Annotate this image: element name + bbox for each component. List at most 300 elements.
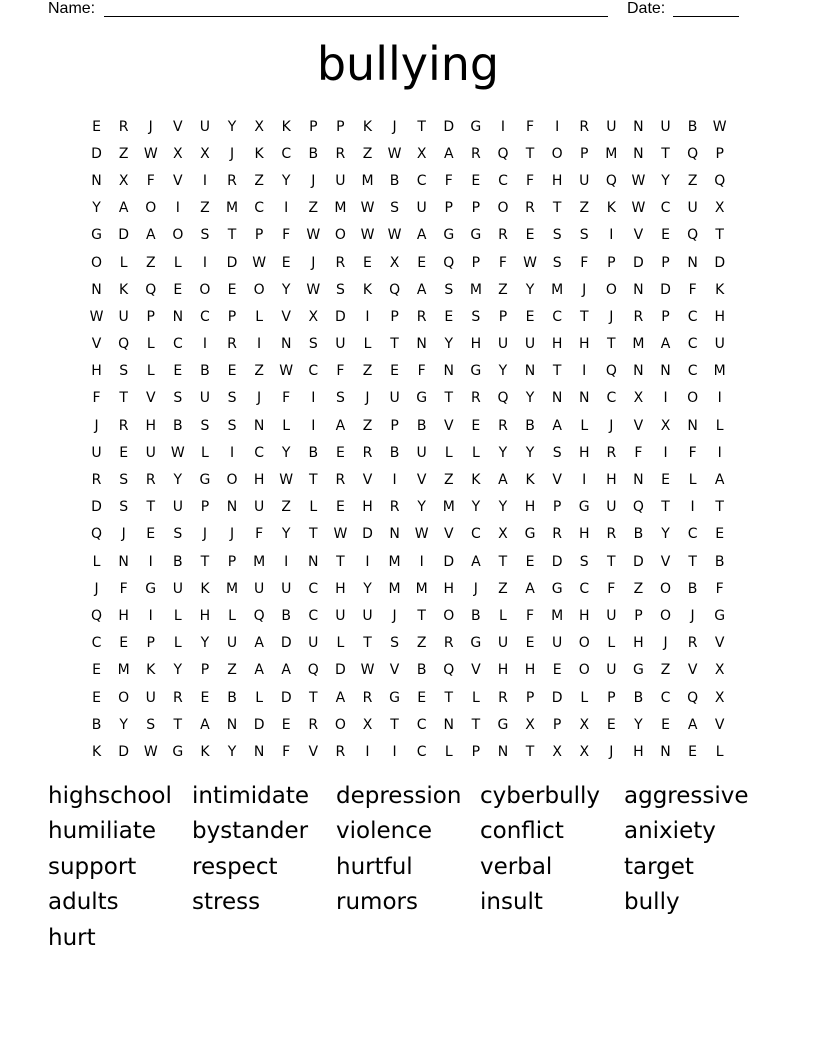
grid-letter[interactable]: U [145,689,156,706]
grid-letter[interactable]: W [306,281,321,298]
grid-letter[interactable]: K [200,580,210,597]
grid-letter[interactable]: F [498,254,507,271]
grid-letter[interactable]: Y [525,444,535,461]
grid-letter[interactable]: D [335,662,346,679]
grid-letter[interactable]: D [335,308,346,325]
grid-letter[interactable]: B [173,417,183,434]
grid-letter[interactable]: U [497,336,509,353]
grid-letter[interactable]: T [607,336,616,353]
grid-letter[interactable]: E [146,526,156,543]
grid-letter[interactable]: H [578,526,590,543]
grid-letter[interactable]: K [606,200,616,217]
grid-letter[interactable]: T [498,553,508,570]
grid-letter[interactable]: E [525,635,535,652]
grid-letter[interactable]: U [416,444,427,461]
grid-letter[interactable]: P [498,308,508,325]
grid-letter[interactable]: O [118,689,130,706]
grid-letter[interactable]: J [148,118,153,135]
grid-letter[interactable]: U [308,635,319,652]
grid-letter[interactable]: I [202,336,207,353]
grid-letter[interactable]: Y [281,281,291,298]
grid-letter[interactable]: S [335,281,345,298]
grid-letter[interactable]: H [606,472,617,489]
grid-letter[interactable]: P [390,308,399,325]
grid-letter[interactable]: Z [498,580,508,597]
grid-letter[interactable]: Q [253,607,265,624]
grid-letter[interactable]: Y [661,526,670,543]
grid-letter[interactable]: M [713,363,726,380]
grid-letter[interactable]: S [390,635,400,652]
grid-letter[interactable]: A [471,553,481,570]
grid-letter[interactable]: B [714,553,725,570]
grid-letter[interactable]: P [552,499,562,516]
grid-letter[interactable]: J [202,526,207,543]
grid-letter[interactable]: U [524,336,536,353]
grid-letter[interactable]: R [633,308,644,325]
grid-letter[interactable]: H [578,336,590,353]
grid-letter[interactable]: U [606,607,617,624]
grid-letter[interactable]: L [607,635,616,652]
grid-letter[interactable]: I [500,118,506,135]
grid-letter[interactable]: C [470,526,481,543]
grid-letter[interactable]: Z [281,499,291,516]
grid-letter[interactable]: N [524,363,536,380]
grid-letter[interactable]: T [661,145,670,162]
grid-letter[interactable]: C [308,607,319,624]
grid-letter[interactable]: G [497,716,509,733]
grid-letter[interactable]: K [715,281,725,298]
grid-letter[interactable]: L [201,444,209,461]
grid-letter[interactable]: Z [498,281,508,298]
grid-letter[interactable]: H [578,444,590,461]
grid-letter[interactable]: C [91,635,102,652]
grid-letter[interactable]: E [363,254,372,271]
grid-letter[interactable]: M [551,607,564,624]
grid-letter[interactable]: R [416,308,427,325]
grid-letter[interactable]: S [390,200,400,217]
grid-letter[interactable]: T [417,118,426,135]
grid-letter[interactable]: X [389,254,400,271]
grid-letter[interactable]: T [525,743,535,760]
grid-letter[interactable]: U [552,635,563,652]
grid-letter[interactable]: U [253,499,265,516]
grid-letter[interactable]: C [172,336,183,353]
grid-letter[interactable]: S [200,227,210,244]
grid-letter[interactable]: X [362,716,373,733]
grid-letter[interactable]: Z [660,662,671,679]
grid-letter[interactable]: N [633,472,644,489]
grid-letter[interactable]: L [92,553,101,570]
grid-letter[interactable]: W [360,662,375,679]
grid-letter[interactable]: R [227,336,237,353]
grid-letter[interactable]: A [281,662,291,679]
grid-letter[interactable]: N [443,363,454,380]
grid-letter[interactable]: R [579,118,590,135]
grid-letter[interactable]: J [365,390,370,407]
grid-letter[interactable]: Z [145,254,156,271]
grid-letter[interactable]: U [172,580,183,597]
grid-letter[interactable]: F [282,390,291,407]
grid-letter[interactable]: U [199,118,211,135]
grid-letter[interactable]: H [362,499,373,516]
grid-letter[interactable]: F [715,580,724,597]
grid-letter[interactable]: T [552,200,562,217]
grid-letter[interactable]: Y [417,499,426,516]
grid-letter[interactable]: D [551,689,563,706]
grid-letter[interactable]: I [555,118,560,135]
grid-letter[interactable]: Q [605,172,617,189]
grid-letter[interactable]: G [714,607,726,624]
grid-letter[interactable]: I [365,553,370,570]
grid-letter[interactable]: M [388,553,401,570]
grid-letter[interactable]: I [229,444,235,461]
grid-letter[interactable]: R [362,444,373,461]
grid-letter[interactable]: E [661,472,670,489]
grid-letter[interactable]: S [579,227,589,244]
grid-letter[interactable]: A [714,472,725,489]
grid-letter[interactable]: P [471,743,481,760]
grid-letter[interactable]: P [444,200,453,217]
grid-letter[interactable]: I [365,743,370,760]
grid-letter[interactable]: Z [254,363,264,380]
grid-letter[interactable]: L [255,689,264,706]
grid-letter[interactable]: E [281,254,291,271]
grid-letter[interactable]: Z [227,662,237,679]
grid-letter[interactable]: M [415,580,428,597]
grid-letter[interactable]: I [582,472,587,489]
grid-letter[interactable]: N [497,743,509,760]
grid-letter[interactable]: G [551,580,563,597]
grid-letter[interactable]: P [200,499,210,516]
grid-letter[interactable]: J [94,417,99,434]
grid-letter[interactable]: V [389,662,400,679]
grid-letter[interactable]: M [225,580,239,597]
grid-letter[interactable]: T [715,499,724,516]
grid-letter[interactable]: H [145,417,156,434]
grid-letter[interactable]: D [633,553,644,570]
grid-letter[interactable]: J [663,635,668,652]
grid-letter[interactable]: Z [416,635,427,652]
grid-letter[interactable]: N [660,743,671,760]
grid-letter[interactable]: U [253,580,265,597]
grid-letter[interactable]: H [470,336,482,353]
grid-letter[interactable]: W [143,145,158,162]
grid-letter[interactable]: U [335,172,346,189]
grid-letter[interactable]: S [308,336,318,353]
grid-letter[interactable]: Z [443,472,454,489]
grid-letter[interactable]: T [471,716,481,733]
grid-letter[interactable]: J [609,308,614,325]
grid-letter[interactable]: R [525,200,535,217]
grid-letter[interactable]: Q [632,499,644,516]
grid-letter[interactable]: E [92,689,101,706]
grid-letter[interactable]: Z [200,200,210,217]
grid-letter[interactable]: N [91,172,102,189]
grid-letter[interactable]: L [255,308,264,325]
grid-letter[interactable]: C [416,172,427,189]
grid-letter[interactable]: X [714,200,725,217]
grid-letter[interactable]: E [606,716,616,733]
grid-letter[interactable]: D [551,553,563,570]
grid-letter[interactable]: L [580,417,589,434]
grid-letter[interactable]: L [363,336,372,353]
grid-letter[interactable]: W [89,308,104,325]
grid-letter[interactable]: Q [497,390,509,407]
grid-letter[interactable]: F [688,281,697,298]
grid-letter[interactable]: A [335,417,346,434]
grid-letter[interactable]: E [390,363,399,380]
grid-letter[interactable]: G [389,689,400,706]
grid-letter[interactable]: J [473,580,478,597]
grid-letter[interactable]: P [471,254,481,271]
date-blank-line[interactable] [673,16,739,17]
grid-letter[interactable]: C [498,172,508,189]
grid-letter[interactable]: G [470,227,482,244]
grid-letter[interactable]: F [634,444,643,461]
grid-letter[interactable]: I [663,390,668,407]
grid-letter[interactable]: T [363,635,372,652]
grid-letter[interactable]: T [579,308,589,325]
grid-letter[interactable]: Z [308,200,319,217]
grid-letter[interactable]: Q [687,227,699,244]
grid-letter[interactable]: G [416,390,428,407]
grid-letter[interactable]: I [175,200,180,217]
grid-letter[interactable]: H [633,635,644,652]
grid-letter[interactable]: L [471,689,480,706]
grid-letter[interactable]: X [118,172,129,189]
grid-letter[interactable]: S [552,227,562,244]
grid-letter[interactable]: V [281,308,291,325]
grid-letter[interactable]: X [308,308,319,325]
grid-letter[interactable]: V [173,118,183,135]
grid-letter[interactable]: S [227,417,237,434]
grid-letter[interactable]: A [254,635,264,652]
grid-letter[interactable]: L [336,635,345,652]
name-blank-line[interactable] [104,16,608,17]
grid-letter[interactable]: W [360,227,375,244]
grid-letter[interactable]: D [660,281,671,298]
grid-letter[interactable]: C [281,145,292,162]
grid-letter[interactable]: U [687,200,698,217]
grid-letter[interactable]: E [715,526,725,543]
grid-letter[interactable]: A [200,716,210,733]
grid-letter[interactable]: X [714,662,725,679]
grid-letter[interactable]: L [471,444,480,461]
grid-letter[interactable]: V [714,716,725,733]
grid-letter[interactable]: N [633,281,644,298]
grid-letter[interactable]: U [226,635,238,652]
grid-letter[interactable]: I [717,390,722,407]
grid-letter[interactable]: P [715,145,724,162]
grid-letter[interactable]: F [526,607,535,624]
grid-letter[interactable]: F [444,172,453,189]
grid-letter[interactable]: G [91,227,102,244]
grid-letter[interactable]: Q [118,336,130,353]
grid-letter[interactable]: R [145,472,156,489]
grid-letter[interactable]: N [660,363,671,380]
grid-letter[interactable]: E [173,363,183,380]
grid-letter[interactable]: U [362,607,373,624]
grid-letter[interactable]: B [91,716,102,733]
grid-letter[interactable]: O [578,635,590,652]
grid-letter[interactable]: W [387,227,402,244]
grid-letter[interactable]: N [253,743,265,760]
grid-letter[interactable]: V [552,472,562,489]
grid-letter[interactable]: K [200,743,210,760]
grid-letter[interactable]: P [634,607,643,624]
grid-letter[interactable]: T [390,716,399,733]
grid-letter[interactable]: L [309,499,318,516]
grid-letter[interactable]: Q [443,254,455,271]
grid-letter[interactable]: S [173,526,183,543]
grid-letter[interactable]: Y [661,172,670,189]
grid-letter[interactable]: H [443,580,455,597]
grid-letter[interactable]: E [417,689,427,706]
grid-letter[interactable]: U [172,499,183,516]
grid-letter[interactable]: Y [471,499,481,516]
grid-letter[interactable]: M [388,580,401,597]
grid-letter[interactable]: L [688,472,697,489]
grid-letter[interactable]: U [579,172,590,189]
grid-letter[interactable]: I [609,227,614,244]
grid-letter[interactable]: X [660,417,671,434]
grid-letter[interactable]: I [311,390,316,407]
grid-letter[interactable]: P [146,308,155,325]
grid-letter[interactable]: U [416,200,427,217]
grid-letter[interactable]: L [119,254,128,271]
grid-letter[interactable]: V [416,472,427,489]
grid-letter[interactable]: V [173,172,183,189]
grid-letter[interactable]: N [280,336,292,353]
grid-letter[interactable]: K [362,281,373,298]
grid-letter[interactable]: J [582,281,587,298]
grid-letter[interactable]: N [226,716,238,733]
grid-letter[interactable]: V [308,743,319,760]
grid-letter[interactable]: R [470,145,481,162]
grid-letter[interactable]: S [173,390,183,407]
grid-letter[interactable]: V [443,417,454,434]
grid-letter[interactable]: U [606,662,617,679]
grid-letter[interactable]: B [389,444,400,461]
grid-letter[interactable]: B [471,607,481,624]
grid-letter[interactable]: L [173,607,182,624]
grid-letter[interactable]: U [497,635,509,652]
grid-letter[interactable]: R [172,689,183,706]
grid-letter[interactable]: B [633,526,644,543]
grid-letter[interactable]: M [361,172,374,189]
grid-letter[interactable]: O [334,716,346,733]
grid-letter[interactable]: V [443,526,454,543]
grid-letter[interactable]: C [416,716,427,733]
grid-letter[interactable]: Q [687,689,699,706]
grid-letter[interactable]: N [443,716,454,733]
grid-letter[interactable]: Z [362,363,373,380]
grid-letter[interactable]: V [471,662,481,679]
grid-letter[interactable]: L [228,607,236,624]
grid-letter[interactable]: T [390,336,399,353]
grid-letter[interactable]: U [281,580,292,597]
grid-letter[interactable]: H [633,743,644,760]
grid-letter[interactable]: C [552,308,563,325]
grid-letter[interactable]: X [552,743,562,760]
grid-letter[interactable]: O [334,227,346,244]
grid-letter[interactable]: G [470,118,482,135]
grid-letter[interactable]: T [336,553,345,570]
grid-letter[interactable]: Y [498,444,508,461]
grid-letter[interactable]: Y [227,118,237,135]
grid-letter[interactable]: E [471,172,481,189]
grid-letter[interactable]: X [525,716,535,733]
grid-letter[interactable]: D [633,254,644,271]
grid-letter[interactable]: R [687,635,698,652]
grid-letter[interactable]: Y [173,662,183,679]
grid-letter[interactable]: V [91,336,102,353]
grid-letter[interactable]: E [227,281,237,298]
grid-letter[interactable]: Z [118,145,129,162]
grid-letter[interactable]: X [579,743,590,760]
grid-letter[interactable]: R [606,526,617,543]
grid-letter[interactable]: F [526,118,535,135]
grid-letter[interactable]: W [523,254,537,271]
grid-letter[interactable]: E [200,689,210,706]
grid-letter[interactable]: Z [579,200,590,217]
grid-letter[interactable]: V [633,227,644,244]
grid-letter[interactable]: W [631,172,646,189]
grid-letter[interactable]: B [389,172,400,189]
grid-letter[interactable]: T [688,553,697,570]
grid-letter[interactable]: O [443,607,455,624]
grid-letter[interactable]: A [254,662,264,679]
grid-letter[interactable]: M [632,336,645,353]
grid-letter[interactable]: P [200,662,210,679]
grid-letter[interactable]: R [552,526,562,543]
grid-letter[interactable]: U [91,444,102,461]
grid-letter[interactable]: P [254,227,264,244]
grid-letter[interactable]: I [717,444,722,461]
grid-letter[interactable]: J [690,607,695,624]
grid-letter[interactable]: Y [227,743,237,760]
grid-letter[interactable]: Z [362,417,373,434]
grid-letter[interactable]: F [607,580,616,597]
grid-letter[interactable]: I [284,200,289,217]
grid-letter[interactable]: U [389,390,400,407]
grid-letter[interactable]: Q [91,607,103,624]
grid-letter[interactable]: M [551,281,564,298]
grid-letter[interactable]: U [335,336,346,353]
grid-letter[interactable]: O [605,281,617,298]
grid-letter[interactable]: D [118,743,130,760]
grid-letter[interactable]: G [578,499,590,516]
grid-letter[interactable]: K [362,118,373,135]
grid-letter[interactable]: P [661,254,670,271]
grid-letter[interactable]: T [309,526,318,543]
grid-letter[interactable]: I [419,553,424,570]
grid-letter[interactable]: B [687,118,698,135]
grid-letter[interactable]: N [253,417,265,434]
grid-letter[interactable]: K [281,118,291,135]
grid-letter[interactable]: E [661,716,670,733]
grid-letter[interactable]: O [687,390,699,407]
grid-letter[interactable]: O [91,254,103,271]
grid-letter[interactable]: M [605,145,618,162]
grid-letter[interactable]: N [389,526,400,543]
grid-letter[interactable]: H [551,172,563,189]
grid-letter[interactable]: T [173,716,183,733]
grid-letter[interactable]: M [225,200,239,217]
grid-letter[interactable]: A [416,281,427,298]
grid-letter[interactable]: I [148,553,153,570]
grid-letter[interactable]: Q [91,526,103,543]
